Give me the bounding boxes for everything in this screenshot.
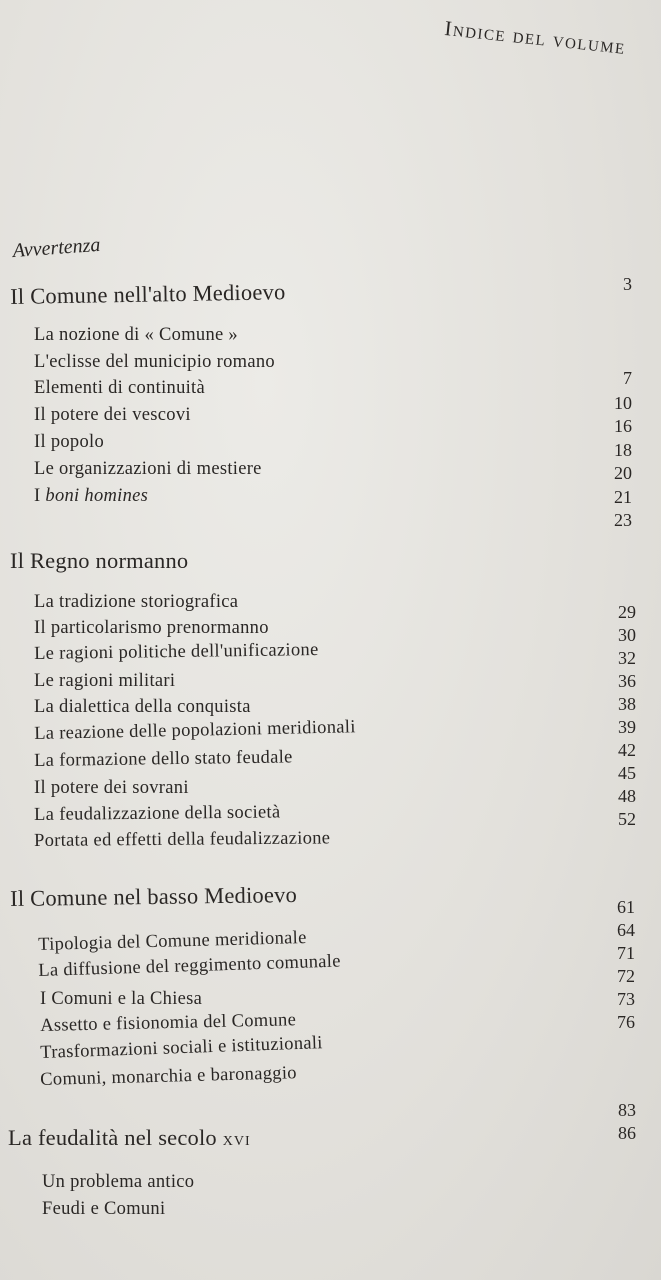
page-number: 83 — [618, 1100, 636, 1120]
toc-entry: Le ragioni politiche dell'unificazione — [34, 640, 319, 664]
page-number: 32 — [618, 648, 636, 668]
toc-entry: Il potere dei vescovi — [34, 405, 191, 425]
toc-entry: Elementi di continuità — [34, 378, 206, 398]
toc-entry — [34, 486, 148, 507]
chapter-title-4 — [8, 1125, 251, 1151]
toc-entry: I Comuni e la Chiesa — [40, 989, 203, 1009]
page-number: 3 — [623, 274, 632, 294]
page-number: 7 — [623, 368, 632, 388]
chapter-title-2: Il Regno normanno — [10, 548, 189, 573]
page-number: 61 — [617, 897, 635, 917]
page-number: 76 — [617, 1012, 635, 1032]
chapter-title-4-text: La feudalità nel secolo — [8, 1125, 217, 1150]
page-number: 10 — [614, 393, 632, 413]
page-number: 16 — [614, 416, 632, 436]
toc-entry: Un problema antico — [42, 1172, 195, 1192]
toc-entry: Le ragioni militari — [34, 671, 176, 691]
page-number: 72 — [617, 966, 635, 986]
page-number: 86 — [618, 1123, 636, 1143]
page-number: 42 — [618, 740, 636, 760]
page-number: 20 — [614, 463, 632, 483]
toc-entry: La dialettica della conquista — [34, 697, 251, 717]
toc-entry: Feudi e Comuni — [42, 1199, 166, 1219]
page-number: 23 — [614, 510, 632, 530]
foreword-label: Avvertenza — [12, 233, 102, 262]
chapter-title-1: Il Comune nell'alto Medioevo — [10, 279, 286, 309]
chapter-title-3: Il Comune nel basso Medioevo — [10, 881, 298, 911]
toc-entry: Trasformazioni sociali e istituzionali — [40, 1033, 324, 1063]
page-number: 48 — [618, 786, 636, 806]
toc-entry: Il potere dei sovrani — [34, 778, 189, 798]
page-number: 18 — [614, 440, 632, 460]
toc-entry: La reazione delle popolazioni meridionali — [34, 717, 356, 744]
page-number: 39 — [618, 717, 636, 737]
page-number: 64 — [617, 920, 635, 940]
page-number: 52 — [618, 809, 636, 829]
page-number: 38 — [618, 694, 636, 714]
chapter-title-4-century: xvi — [222, 1128, 251, 1150]
toc-entry: La tradizione storiografica — [34, 592, 239, 612]
toc-entry: Il particolarismo prenormanno — [34, 618, 269, 638]
page-number: 29 — [618, 602, 636, 622]
toc-entry: La diffusione del reggimento comunale — [38, 951, 342, 981]
toc-entry: Comuni, monarchia e baronaggio — [40, 1063, 298, 1090]
toc-entry-italic: boni homines — [45, 486, 149, 506]
toc-entry: La formazione dello stato feudale — [34, 747, 293, 771]
toc-entry: Assetto e fisionomia del Comune — [40, 1010, 297, 1036]
toc-entry: Portata ed effetti della feudalizzazione — [34, 828, 331, 851]
page-number: 21 — [614, 487, 632, 507]
toc-entry: La nozione di « Comune » — [34, 325, 238, 345]
page-number: 73 — [617, 989, 635, 1009]
toc-entry: La feudalizzazione della società — [34, 802, 281, 825]
toc-entry-prefix: I — [34, 486, 46, 506]
page-number: 45 — [618, 763, 636, 783]
page-number: 30 — [618, 625, 636, 645]
page-number: 36 — [618, 671, 636, 691]
toc-entry: L'eclisse del municipio romano — [34, 352, 275, 372]
toc-entry: Tipologia del Comune meridionale — [38, 927, 307, 955]
toc-entry: Il popolo — [34, 432, 105, 452]
page-header-title: Indice del volume — [443, 16, 628, 59]
toc-entry: Le organizzazioni di mestiere — [34, 459, 262, 479]
page-number: 71 — [617, 943, 635, 963]
